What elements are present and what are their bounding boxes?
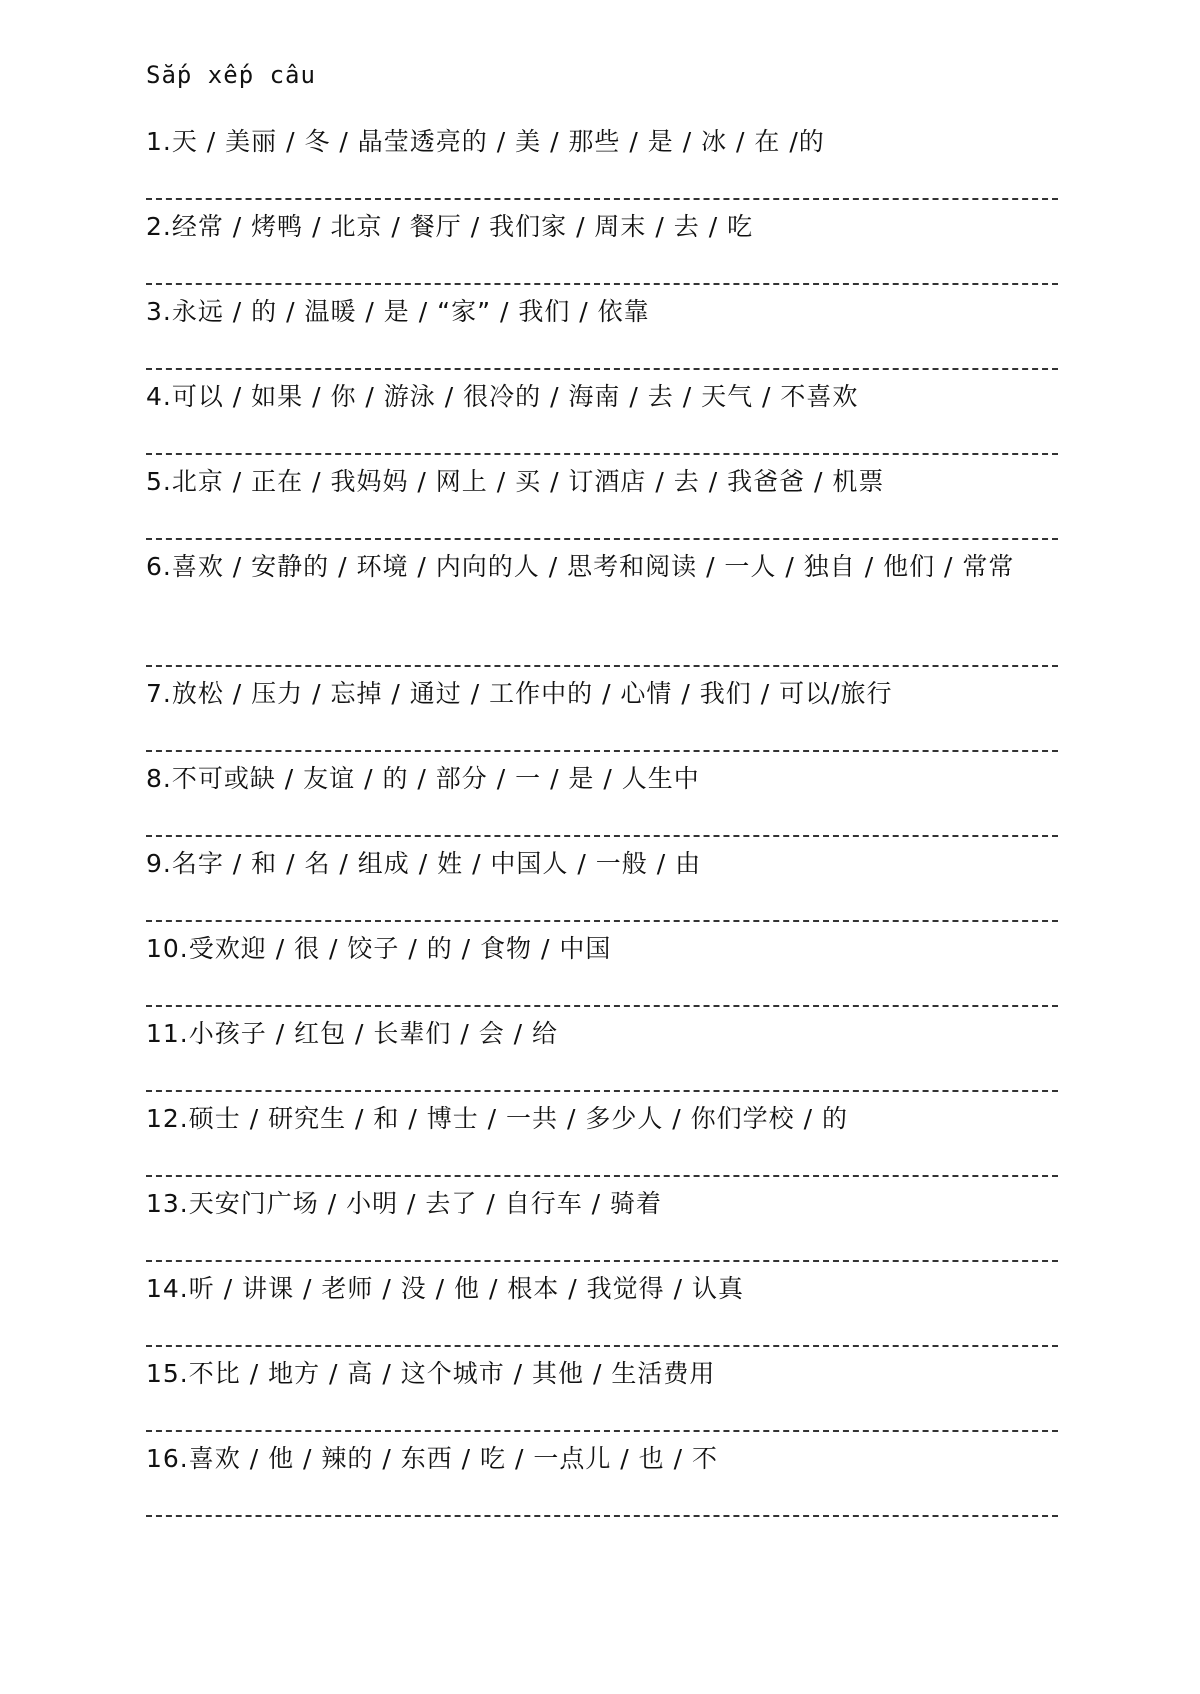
question-4: 4.可以 / 如果 / 你 / 游泳 / 很冷的 / 海南 / 去 / 天气 / 不喜欢 xyxy=(146,382,859,411)
question-11: 11.小孩子 / 红包 / 长辈们 / 会 / 给 xyxy=(146,1019,559,1048)
question-8: 8.不可或缺 / 友谊 / 的 / 部分 / 一 / 是 / 人生中 xyxy=(146,764,700,793)
answer-line-4[interactable] xyxy=(146,453,1058,455)
worksheet-title: Sắp xếp câu xyxy=(146,61,316,89)
question-14: 14.听 / 讲课 / 老师 / 没 / 他 / 根本 / 我觉得 / 认真 xyxy=(146,1274,744,1303)
answer-line-3[interactable] xyxy=(146,368,1058,370)
question-9: 9.名字 / 和 / 名 / 组成 / 姓 / 中国人 / 一般 / 由 xyxy=(146,849,702,878)
question-3: 3.永远 / 的 / 温暖 / 是 / “家” / 我们 / 依靠 xyxy=(146,297,650,326)
answer-line-12[interactable] xyxy=(146,1175,1058,1177)
answer-line-11[interactable] xyxy=(146,1090,1058,1092)
answer-line-14[interactable] xyxy=(146,1345,1058,1347)
answer-line-1[interactable] xyxy=(146,198,1058,200)
answer-line-15[interactable] xyxy=(146,1430,1058,1432)
answer-line-13[interactable] xyxy=(146,1260,1058,1262)
answer-line-5[interactable] xyxy=(146,538,1058,540)
question-15: 15.不比 / 地方 / 高 / 这个城市 / 其他 / 生活费用 xyxy=(146,1359,716,1388)
question-6: 6.喜欢 / 安静的 / 环境 / 内向的人 / 思考和阅读 / 一人 / 独自 / 他们 / 常常 xyxy=(146,552,1015,581)
answer-line-6[interactable] xyxy=(146,665,1058,667)
question-10: 10.受欢迎 / 很 / 饺子 / 的 / 食物 / 中国 xyxy=(146,934,612,963)
answer-line-10[interactable] xyxy=(146,1005,1058,1007)
answer-line-8[interactable] xyxy=(146,835,1058,837)
question-16: 16.喜欢 / 他 / 辣的 / 东西 / 吃 / 一点儿 / 也 / 不 xyxy=(146,1444,718,1473)
answer-line-16[interactable] xyxy=(146,1515,1058,1517)
question-1: 1.天 / 美丽 / 冬 / 晶莹透亮的 / 美 / 那些 / 是 / 冰 / 在 /的 xyxy=(146,127,825,156)
answer-line-2[interactable] xyxy=(146,283,1058,285)
question-13: 13.天安门广场 / 小明 / 去了 / 自行车 / 骑着 xyxy=(146,1189,663,1218)
question-7: 7.放松 / 压力 / 忘掉 / 通过 / 工作中的 / 心情 / 我们 / 可以/旅行 xyxy=(146,679,893,708)
answer-line-9[interactable] xyxy=(146,920,1058,922)
answer-line-7[interactable] xyxy=(146,750,1058,752)
question-5: 5.北京 / 正在 / 我妈妈 / 网上 / 买 / 订酒店 / 去 / 我爸爸 / 机票 xyxy=(146,467,885,496)
question-2: 2.经常 / 烤鸭 / 北京 / 餐厅 / 我们家 / 周末 / 去 / 吃 xyxy=(146,212,754,241)
question-12: 12.硕士 / 研究生 / 和 / 博士 / 一共 / 多少人 / 你们学校 / 的 xyxy=(146,1104,848,1133)
